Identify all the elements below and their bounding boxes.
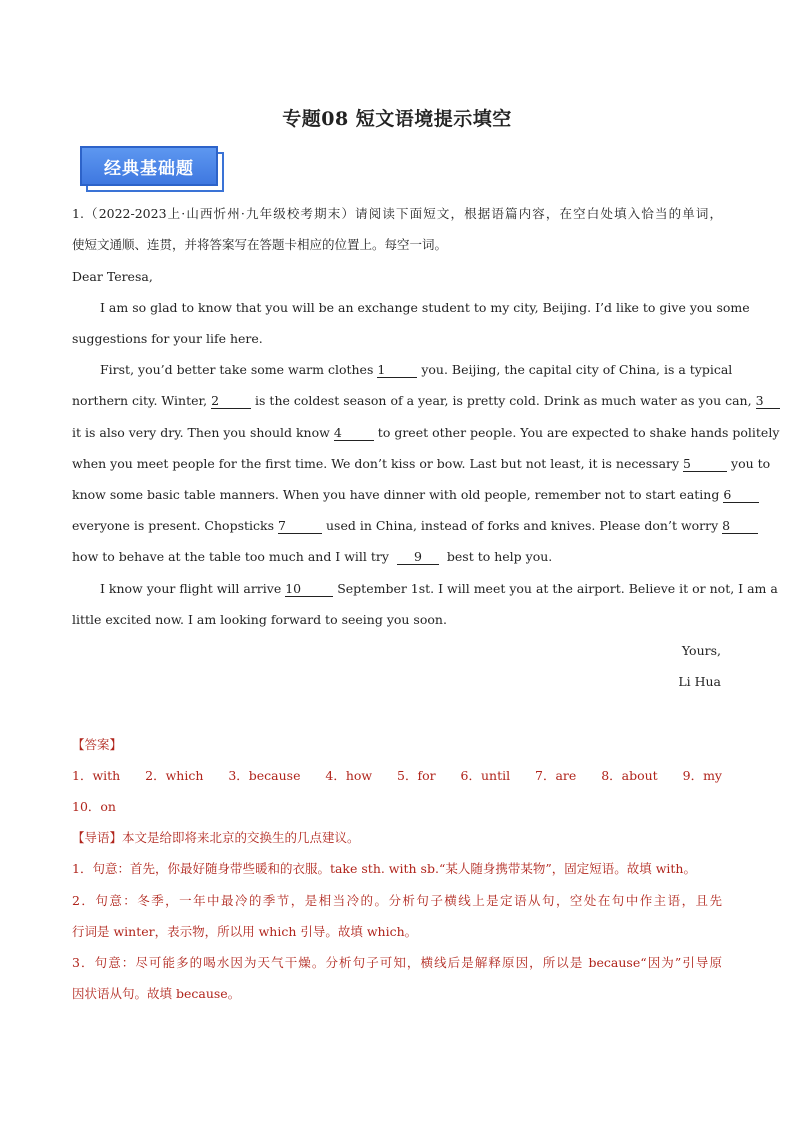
answer-item: 5．for	[397, 768, 436, 783]
blank-2: 2	[211, 394, 251, 409]
answer-item: 4．how	[325, 768, 373, 783]
answer-item: 6．until	[460, 768, 511, 783]
text-segment: I know your flight will arrive	[100, 581, 282, 596]
question-intro-line-2: 使短文通顺、连贯，并将答案写在答题卡相应的位置上。每空一词。	[72, 237, 448, 252]
paragraph-2-line-7	[72, 548, 722, 566]
text-segment: know some basic table manners. When you have dinner with old people, remember not to start eating	[72, 487, 720, 502]
text-segment: best to help you.	[446, 549, 553, 564]
blank-8: 8	[722, 519, 758, 534]
answer-item: 1．with	[72, 768, 121, 783]
text-segment: First, you’d better take some warm clothes	[100, 362, 374, 377]
guide-line	[72, 829, 722, 847]
answer-item: 3．because	[228, 768, 301, 783]
paragraph-2-line-6	[72, 517, 731, 535]
explanation-2-line-2: 行词是 winter，表示物，所以用 which 引导。故填 which。	[72, 924, 418, 939]
blank-10: 10	[285, 582, 333, 597]
answer-item: 2．which	[145, 768, 204, 783]
text-segment: used in China, instead of forks and knives. Please don’t worry	[325, 518, 719, 533]
explanation-2-line-1: 2．句意：冬季，一年中最冷的季节，是相当冷的。分析句子横线上是定语从句，空处在句中作主语，且先	[72, 893, 722, 908]
letter-greeting: Dear Teresa,	[72, 269, 153, 284]
explanation-3-line-2: 因状语从句。故填 because。	[72, 986, 241, 1001]
paragraph-1-line-2: suggestions for your life here.	[72, 331, 263, 346]
paragraph-3-line-1	[100, 580, 778, 598]
paragraph-2-line-2	[72, 392, 764, 410]
answer-label: 【答案】	[72, 737, 123, 752]
paragraph-2-line-4	[72, 455, 771, 473]
text-segment: how to behave at the table too much and I will try	[72, 549, 389, 564]
text-segment: northern city. Winter,	[72, 393, 208, 408]
section-badge	[80, 146, 222, 190]
text-segment: is the coldest season of a year, is pretty cold. Drink as much water as you can,	[255, 393, 752, 408]
explanation-3-line-1: 3．句意：尽可能多的喝水因为天气干燥。分析句子可知，横线后是解释原因，所以是 because“因为”引导原	[72, 955, 722, 970]
blank-5: 5	[683, 457, 727, 472]
blank-9: 9	[397, 550, 439, 565]
blank-6: 6	[723, 488, 759, 503]
paragraph-3-line-2: little excited now. I am looking forward to seeing you soon.	[72, 612, 447, 627]
blank-4: 4	[334, 426, 374, 441]
paragraph-1-line-1: I am so glad to know that you will be an exchange student to my city, Beijing. I’d like to give you some	[100, 300, 750, 315]
text-segment: everyone is present. Chopsticks	[72, 518, 275, 533]
page-title: 专题08 短文语境提示填空	[282, 108, 512, 130]
text-segment: to greet other people. You are expected to shake hands politely	[377, 425, 780, 440]
answer-item-10: 10．on	[72, 799, 116, 814]
paragraph-2-line-3	[72, 424, 780, 442]
badge-label: 经典基础题	[80, 146, 218, 186]
blank-1: 1	[377, 363, 417, 378]
blank-3: 3	[756, 394, 780, 409]
explanation-1: 1．句意：首先，你最好随身带些暖和的衣服。take sth. with sb.“某人随身携带某物”，固定短语。故填 with。	[72, 861, 696, 876]
guide-text: 本文是给即将来北京的交换生的几点建议。	[122, 830, 360, 845]
paragraph-2-line-1	[100, 361, 733, 379]
answer-item: 8．about	[601, 768, 658, 783]
letter-closing: Yours,	[681, 643, 721, 658]
text-segment: you. Beijing, the capital city of China, is a typical	[421, 362, 733, 377]
answer-item: 9．my	[682, 768, 722, 783]
answer-item: 7．are	[535, 768, 577, 783]
answer-list	[72, 767, 722, 785]
text-segment: you to	[731, 456, 771, 471]
text-segment: it is also very dry. Then you should know	[72, 425, 330, 440]
paragraph-2-line-5	[72, 486, 732, 504]
guide-label: 【导语】	[72, 830, 123, 845]
blank-7: 7	[278, 519, 322, 534]
text-segment: September 1st. I will meet you at the airport. Believe it or not, I am a	[337, 581, 778, 596]
letter-signature: Li Hua	[678, 674, 721, 689]
question-intro-line-1: 1.（2022-2023上·山西忻州·九年级校考期末）请阅读下面短文，根据语篇内容，在空白处填入恰当的单词，	[72, 206, 722, 221]
text-segment: when you meet people for the first time. We don’t kiss or bow. Last but not least, it is necessary	[72, 456, 680, 471]
